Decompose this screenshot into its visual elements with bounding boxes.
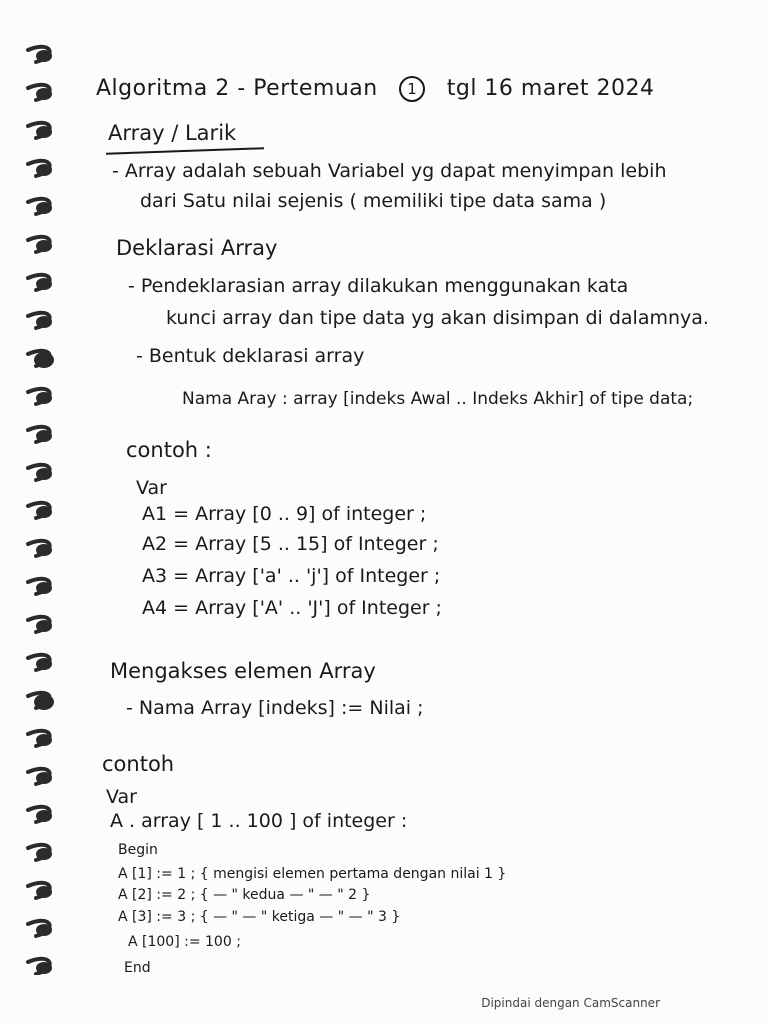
section-heading-deklarasi: Deklarasi Array xyxy=(116,236,278,260)
code-line: Var xyxy=(106,786,137,808)
section-heading-array: Array / Larik xyxy=(108,121,237,145)
page-title xyxy=(96,76,655,102)
code-line: Var xyxy=(136,477,167,499)
code-line: Begin xyxy=(118,842,158,858)
title-number-circled xyxy=(399,76,425,102)
code-line: A4 = Array ['A' .. 'J'] of Integer ; xyxy=(142,597,442,619)
declaration-syntax: Nama Aray : array [indeks Awal .. Indeks Akhir] of tipe data; xyxy=(182,389,694,409)
contoh-label-2: contoh xyxy=(102,752,175,776)
contoh-label-1: contoh : xyxy=(126,438,212,462)
code-line: A3 = Array ['a' .. 'j'] of Integer ; xyxy=(142,565,441,587)
code-line: A . array [ 1 .. 100 ] of integer : xyxy=(110,810,408,832)
title-date: tgl 16 maret 2024 xyxy=(446,76,655,101)
section-heading-akses: Mengakses elemen Array xyxy=(110,659,376,683)
code-line: End xyxy=(124,960,151,976)
definition-line-2: dari Satu nilai sejenis ( memiliki tipe data sama ) xyxy=(140,190,607,212)
deklarasi-line-2: kunci array dan tipe data yg akan disimpan di dalamnya. xyxy=(166,307,709,329)
code-line: A2 = Array [5 .. 15] of Integer ; xyxy=(142,533,439,555)
definition-line-1: - Array adalah sebuah Variabel yg dapat menyimpan lebih xyxy=(112,160,667,182)
deklarasi-line-3: - Bentuk deklarasi array xyxy=(136,345,365,367)
akses-syntax: - Nama Array [indeks] := Nilai ; xyxy=(126,697,424,719)
code-line: A [1] := 1 ; { mengisi elemen pertama dengan nilai 1 } xyxy=(118,866,507,882)
title-number: 1 xyxy=(407,80,418,98)
heading-underline xyxy=(106,147,264,155)
code-line: A [3] := 3 ; { — " — " ketiga — " — " 3 } xyxy=(118,909,401,925)
title-heading: Algoritma 2 - Pertemuan xyxy=(96,76,378,101)
deklarasi-line-1: - Pendeklarasian array dilakukan menggunakan kata xyxy=(128,275,629,297)
code-line: A [100] := 100 ; xyxy=(128,934,241,950)
code-line: A1 = Array [0 .. 9] of integer ; xyxy=(142,503,427,525)
spiral-binding-icon xyxy=(22,40,62,975)
scanner-watermark: Dipindai dengan CamScanner xyxy=(481,996,660,1010)
code-line: A [2] := 2 ; { — " kedua — " — " 2 } xyxy=(118,887,371,903)
